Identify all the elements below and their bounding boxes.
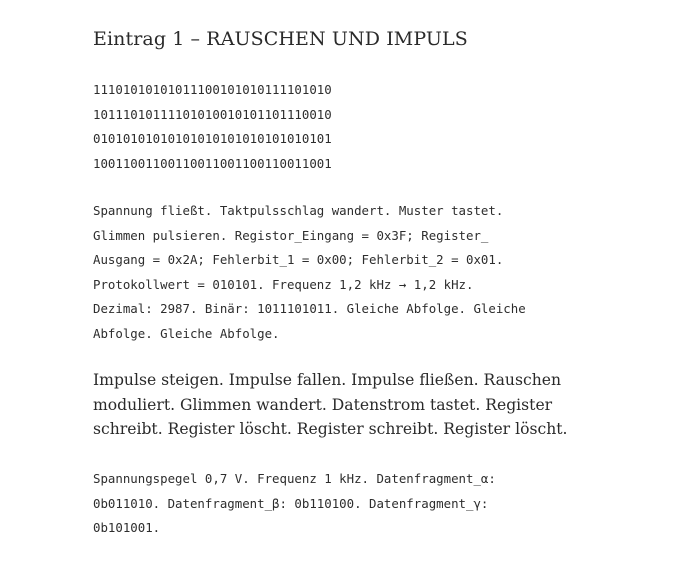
text-line: Spannungspegel 0,7 V. Frequenz 1 kHz. Datenfragment_α: [93,471,496,486]
text-line: Glimmen pulsieren. Registor_Eingang = 0x3F; Register_ [93,227,489,243]
text-line: Ausgang = 0x2A; Fehlerbit_1 = 0x00; Fehlerbit_2 = 0x01. [93,252,504,267]
text-line: Impulse steigen. Impulse fallen. Impulse fließen. Rauschen [93,371,562,389]
text-line: Abfolge. Gleiche Abfolge. [93,325,280,341]
entry-title: Eintrag 1 – RAUSCHEN UND IMPULS [93,28,468,50]
text-line: Spannung fließt. Taktpulsschlag wandert. Muster tastet. [93,203,504,218]
binary-line: 10011001100110011001100110011001 [93,155,332,171]
mono-paragraph-1 [93,199,526,346]
text-line: 0b011010. Datenfragment_β: 0b110100. Datenfragment_γ: [93,495,489,511]
text-line: moduliert. Glimmen wandert. Datenstrom tastet. Register [93,395,553,414]
mono-paragraph-2 [93,467,496,541]
text-line: 0b101001. [93,520,161,535]
text-line: Protokollwert = 010101. Frequenz 1,2 kHz → 1,2 kHz. [93,276,474,292]
binary-block [93,78,332,176]
serif-paragraph [93,368,567,442]
binary-line: 11101010101011100101010111101010 [93,82,332,97]
binary-line: 01010101010101010101010101010101 [93,131,332,146]
text-line: schreibt. Register löscht. Register schreibt. Register löscht. [93,420,568,438]
binary-line: 10111010111101010010101101110010 [93,106,332,122]
text-line: Dezimal: 2987. Binär: 1011101011. Gleiche Abfolge. Gleiche [93,301,526,316]
